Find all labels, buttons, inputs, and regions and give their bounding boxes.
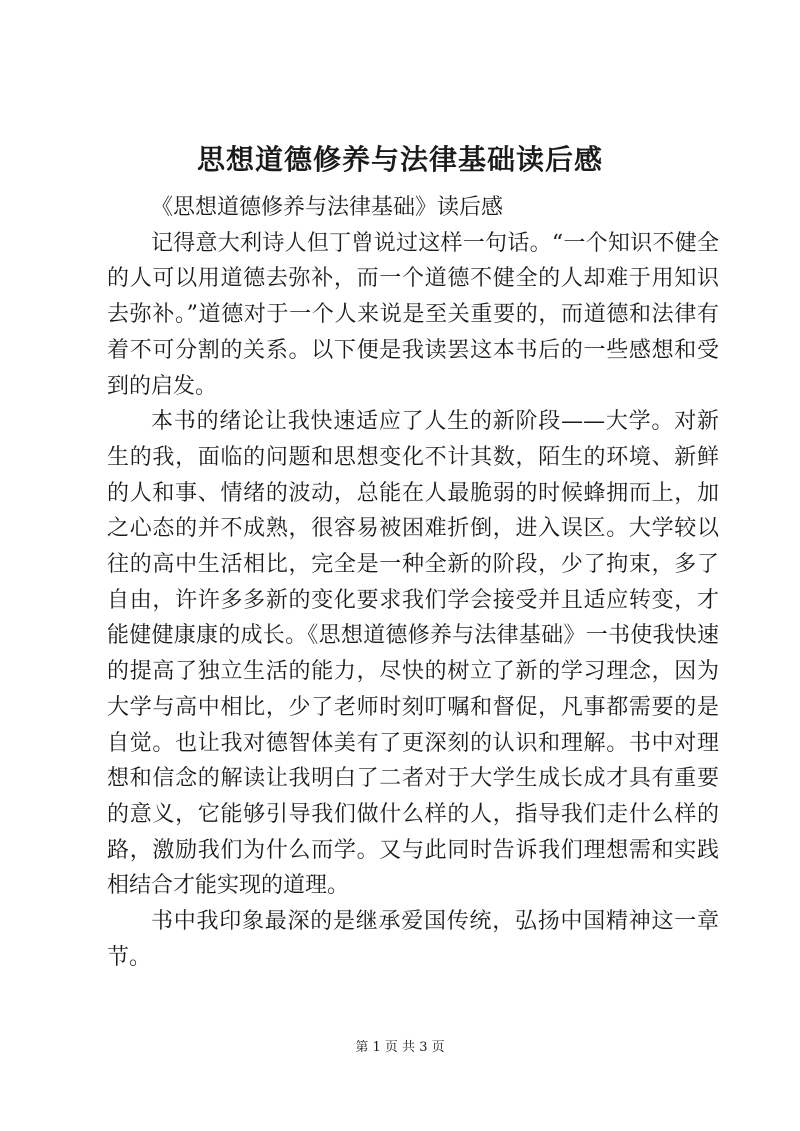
document-title: 思想道德修养与法律基础读后感 [196, 143, 603, 176]
document-body [107, 190, 719, 975]
paragraph: 本书的绪论让我快速适应了人生的新阶段——大学。对新生的我，面临的问题和思想变化不计其数，陌生的环境、新鲜的人和事、情绪的波动，总能在人最脆弱的时候蜂拥而上，加之心态的并不成熟，很容易被困难折倒，进入误区。大学较以往的高中生活相比，完全是一种全新的阶段，少了拘束，多了自由，许许多多新的变化要求我们学会接受并且适应转变，才能健健康康的成长。《思想道德修养与法律基础》一书使我快速的提高了独立生活的能力，尽快的树立了新的学习理念，因为大学与高中相比，少了老师时刻叮嘱和督促，凡事都需要的是自觉。也让我对德智体美有了更深刻的认识和理解。书中对理想和信念的解读让我明白了二者对于大学生成长成才具有重要的意义，它能够引导我们做什么样的人，指导我们走什么样的路，激励我们为什么而学。又与此同时告诉我们理想需和实践相结合才能实现的道理。 [107, 409, 719, 899]
page-footer: 第 1 页 共 3 页 [355, 1040, 445, 1055]
paragraph-subtitle: 《思想道德修养与法律基础》读后感 [151, 195, 504, 220]
paragraph: 书中我印象最深的是继承爱国传统，弘扬中国精神这一章节。 [107, 909, 719, 970]
paragraph: 记得意大利诗人但丁曾说过这样一句话。“一个知识不健全的人可以用道德去弥补，而一个道德不健全的人却难于用知识去弥补。”道德对于一个人来说是至关重要的，而道德和法律有着不可分割的关系。以下便是我读罢这本书后的一些感想和受到的启发。 [107, 230, 719, 399]
